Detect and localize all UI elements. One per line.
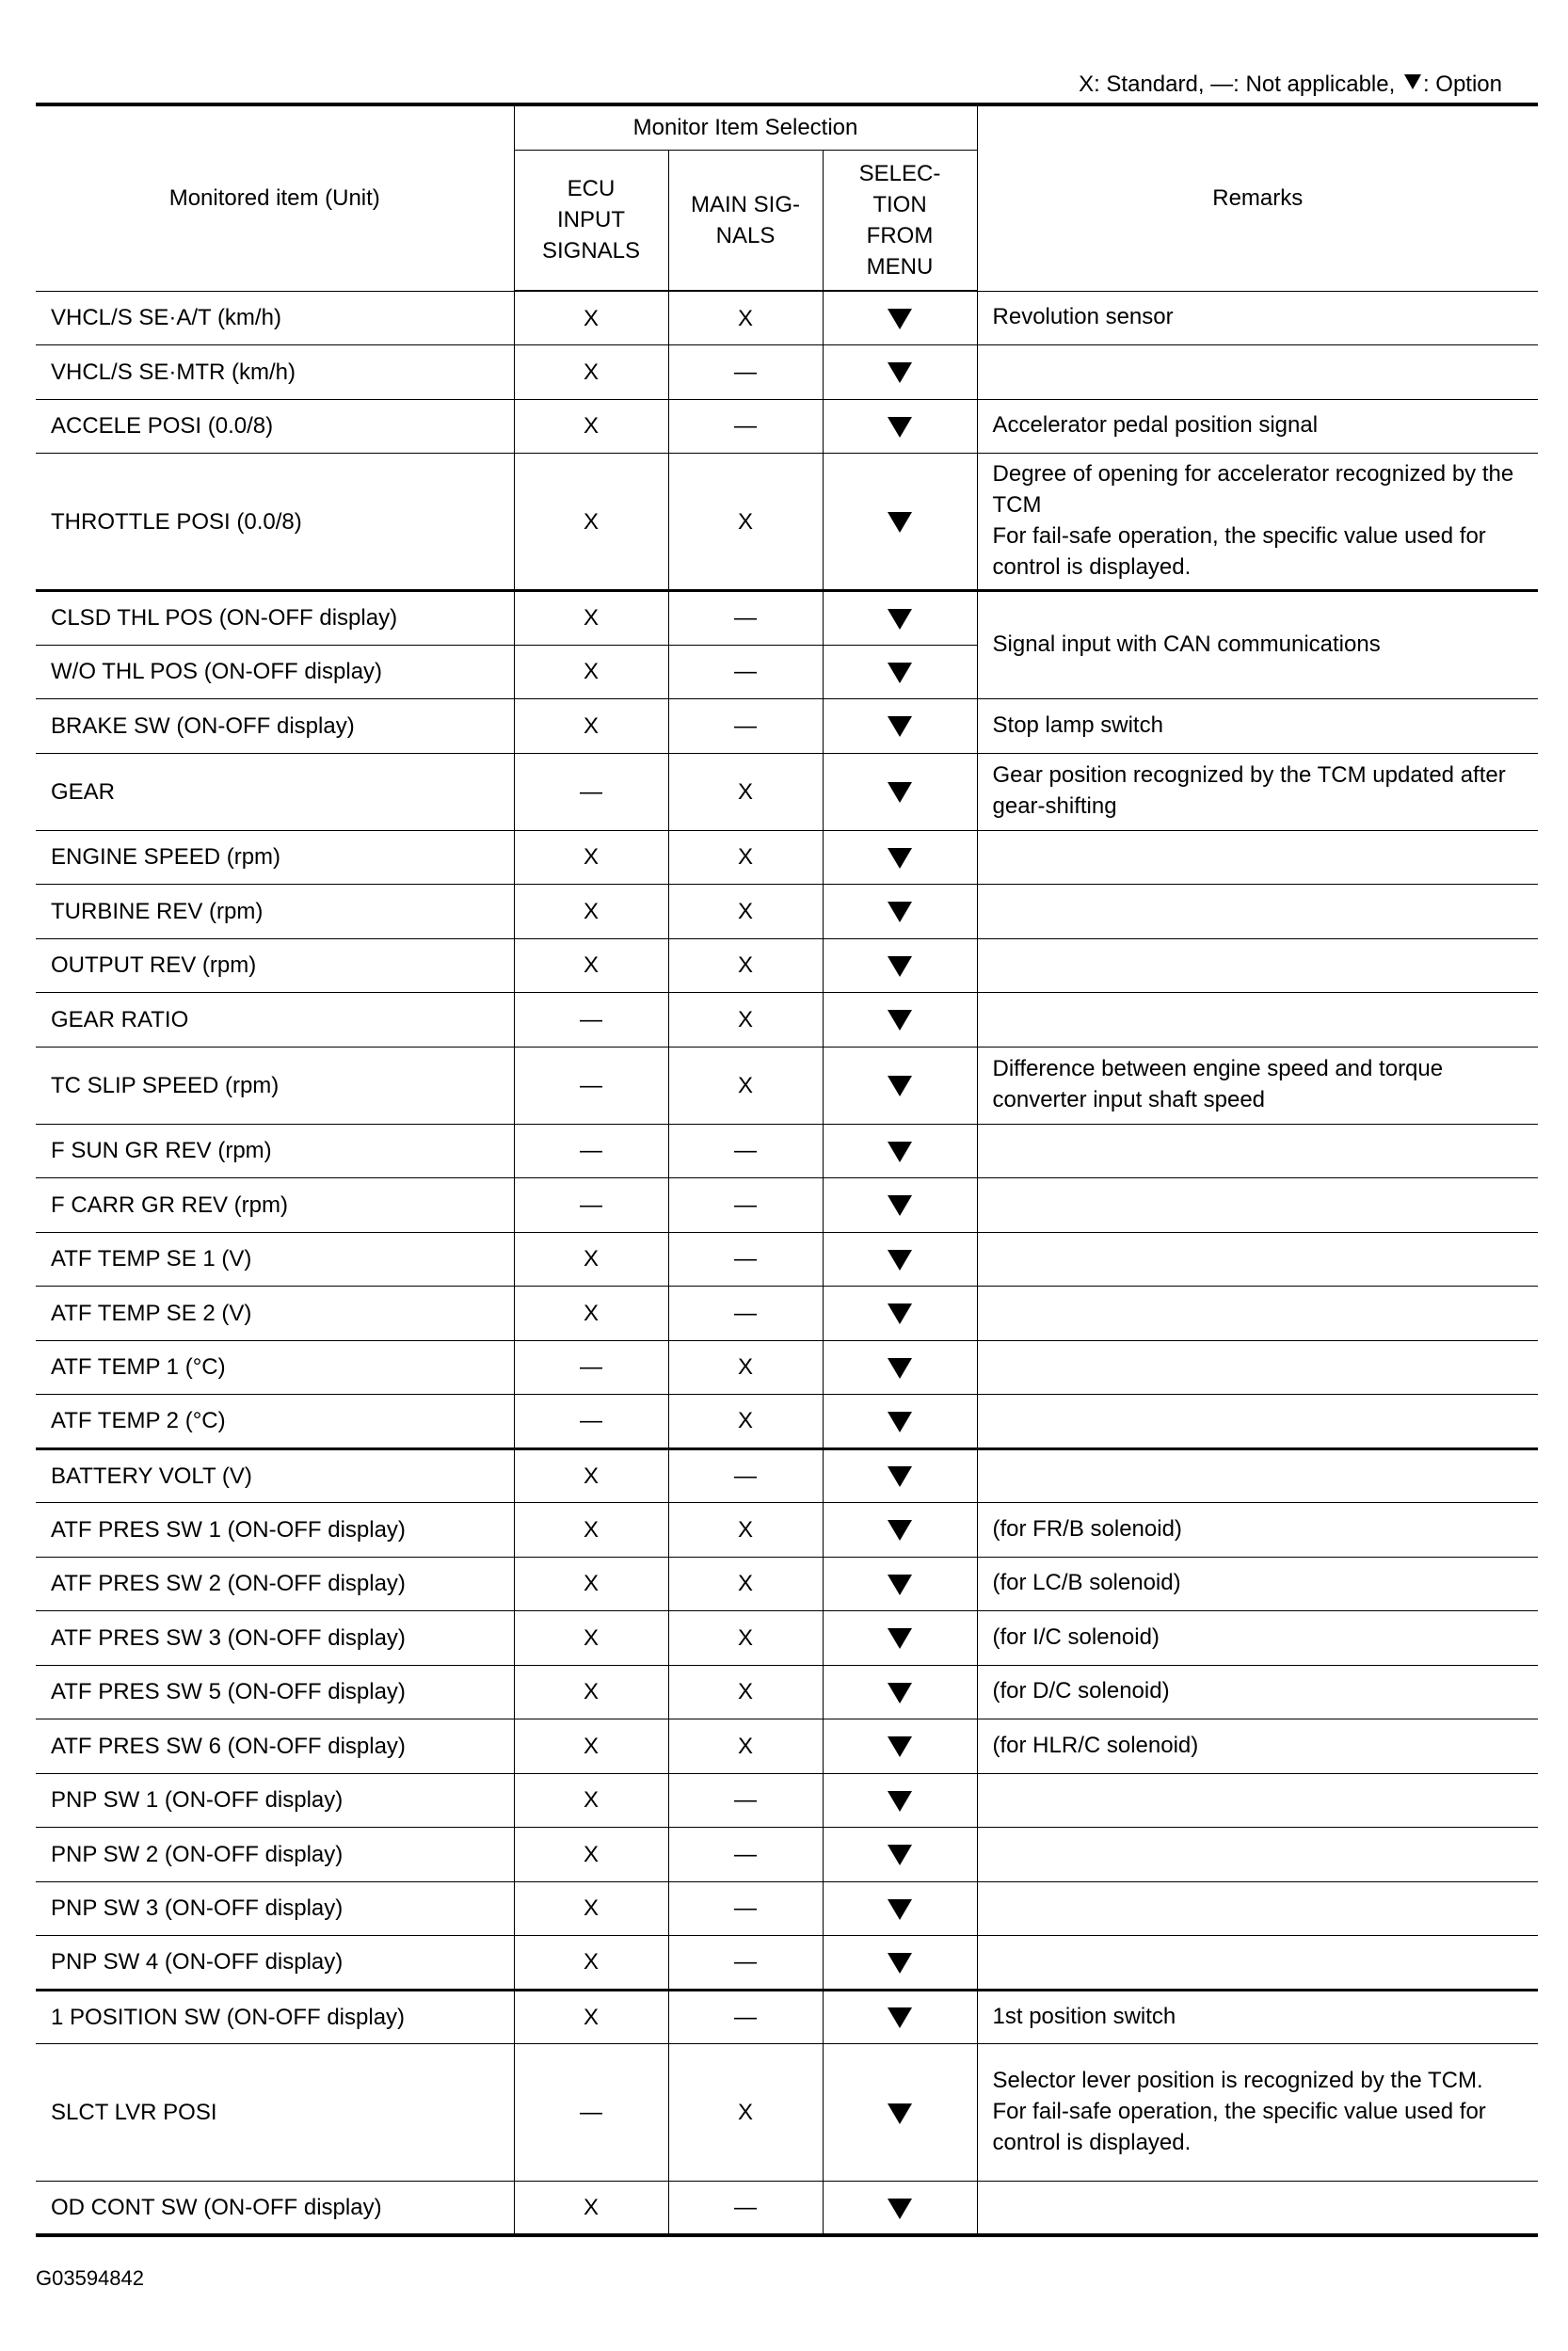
ecu-input-signals-cell: —: [514, 1178, 668, 1233]
main-signals-cell: —: [668, 1124, 823, 1178]
down-triangle-icon: [888, 609, 912, 630]
monitored-item-cell: OUTPUT REV (rpm): [36, 938, 514, 993]
table-row: [36, 1232, 1538, 1287]
down-triangle-icon: [888, 362, 912, 383]
monitored-item-cell: ATF PRES SW 5 (ON-OFF display): [36, 1665, 514, 1719]
remarks-cell: Accelerator pedal position signal: [977, 399, 1538, 454]
main-signals-cell: —: [668, 645, 823, 699]
ecu-input-signals-cell: X: [514, 1287, 668, 1341]
monitored-item-cell: ATF TEMP SE 1 (V): [36, 1232, 514, 1287]
main-signals-cell: X: [668, 1395, 823, 1449]
selection-from-menu-cell: [823, 1178, 977, 1233]
table-row: [36, 1557, 1538, 1611]
header-remarks: Remarks: [977, 104, 1538, 291]
remarks-cell: (for D/C solenoid): [977, 1665, 1538, 1719]
monitored-item-cell: ATF TEMP SE 2 (V): [36, 1287, 514, 1341]
monitored-item-cell: ATF PRES SW 2 (ON-OFF display): [36, 1557, 514, 1611]
ecu-input-signals-cell: X: [514, 2182, 668, 2236]
figure-code: G03594842: [36, 2266, 144, 2290]
legend: [1079, 68, 1502, 102]
monitored-item-cell: GEAR RATIO: [36, 993, 514, 1048]
ecu-input-signals-cell: X: [514, 1719, 668, 1774]
down-triangle-icon: [888, 1010, 912, 1031]
main-signals-cell: X: [668, 830, 823, 885]
down-triangle-icon: [1404, 74, 1421, 89]
down-triangle-icon: [888, 1250, 912, 1271]
down-triangle-icon: [888, 512, 912, 533]
down-triangle-icon: [888, 2007, 912, 2028]
remarks-cell: [977, 2182, 1538, 2236]
remarks-cell: [977, 345, 1538, 400]
monitored-item-cell: ENGINE SPEED (rpm): [36, 830, 514, 885]
selection-from-menu-cell: [823, 454, 977, 591]
selection-from-menu-cell: [823, 1990, 977, 2044]
selection-from-menu-cell: [823, 1287, 977, 1341]
main-signals-cell: —: [668, 1773, 823, 1828]
main-signals-cell: X: [668, 1340, 823, 1395]
ecu-input-signals-cell: X: [514, 645, 668, 699]
monitored-item-cell: OD CONT SW (ON-OFF display): [36, 2182, 514, 2236]
down-triangle-icon: [888, 1953, 912, 1974]
ecu-input-signals-cell: X: [514, 1232, 668, 1287]
down-triangle-icon: [888, 956, 912, 977]
down-triangle-icon: [888, 1076, 912, 1096]
table-row: [36, 1287, 1538, 1341]
remarks-cell: 1st position switch: [977, 1990, 1538, 2044]
down-triangle-icon: [888, 1628, 912, 1649]
table-row: [36, 1178, 1538, 1233]
ecu-input-signals-cell: —: [514, 993, 668, 1048]
monitored-item-cell: PNP SW 1 (ON-OFF display): [36, 1773, 514, 1828]
down-triangle-icon: [888, 1195, 912, 1216]
ecu-input-signals-cell: X: [514, 830, 668, 885]
remarks-cell: [977, 993, 1538, 1048]
remarks-cell: Degree of opening for accelerator recognized by the TCM For fail-safe operation, the specific value used for control is displayed.: [977, 454, 1538, 591]
selection-from-menu-cell: [823, 1881, 977, 1936]
main-signals-cell: —: [668, 1828, 823, 1882]
remarks-cell: [977, 1881, 1538, 1936]
monitor-item-table: [36, 103, 1538, 2237]
main-signals-cell: X: [668, 1611, 823, 1666]
down-triangle-icon: [888, 1683, 912, 1703]
main-signals-cell: X: [668, 1047, 823, 1124]
monitored-item-cell: ATF PRES SW 3 (ON-OFF display): [36, 1611, 514, 1666]
selection-from-menu-cell: [823, 1773, 977, 1828]
main-signals-cell: X: [668, 1719, 823, 1774]
remarks-cell: [977, 830, 1538, 885]
table-row: [36, 591, 1538, 646]
down-triangle-icon: [888, 309, 912, 329]
remarks-cell: (for HLR/C solenoid): [977, 1719, 1538, 1774]
main-signals-cell: X: [668, 753, 823, 830]
table-row: [36, 699, 1538, 754]
selection-from-menu-cell: [823, 1936, 977, 1991]
table-row: [36, 345, 1538, 400]
down-triangle-icon: [888, 663, 912, 683]
table-row: [36, 291, 1538, 345]
monitored-item-cell: 1 POSITION SW (ON-OFF display): [36, 1990, 514, 2044]
selection-from-menu-cell: [823, 1124, 977, 1178]
selection-from-menu-cell: [823, 1395, 977, 1449]
selection-from-menu-cell: [823, 1047, 977, 1124]
monitored-item-cell: VHCL/S SE·A/T (km/h): [36, 291, 514, 345]
table-row: [36, 1503, 1538, 1558]
table-body: [36, 291, 1538, 2235]
ecu-input-signals-cell: X: [514, 1990, 668, 2044]
monitored-item-cell: ATF PRES SW 1 (ON-OFF display): [36, 1503, 514, 1558]
remarks-cell: Gear position recognized by the TCM updated after gear-shifting: [977, 753, 1538, 830]
legend-standard: X: Standard,: [1079, 72, 1211, 97]
header-ecu-input-signals: ECU INPUT SIGNALS: [514, 150, 668, 291]
monitored-item-cell: F SUN GR REV (rpm): [36, 1124, 514, 1178]
table-row: [36, 753, 1538, 830]
ecu-input-signals-cell: X: [514, 454, 668, 591]
remarks-cell: Signal input with CAN communications: [977, 591, 1538, 699]
remarks-cell: [977, 885, 1538, 939]
selection-from-menu-cell: [823, 291, 977, 345]
monitored-item-cell: GEAR: [36, 753, 514, 830]
selection-from-menu-cell: [823, 699, 977, 754]
ecu-input-signals-cell: —: [514, 2044, 668, 2182]
selection-from-menu-cell: [823, 399, 977, 454]
ecu-input-signals-cell: X: [514, 1936, 668, 1991]
ecu-input-signals-cell: X: [514, 1773, 668, 1828]
down-triangle-icon: [888, 1412, 912, 1432]
selection-from-menu-cell: [823, 938, 977, 993]
main-signals-cell: X: [668, 2044, 823, 2182]
ecu-input-signals-cell: X: [514, 1557, 668, 1611]
remarks-cell: [977, 938, 1538, 993]
main-signals-cell: —: [668, 399, 823, 454]
remarks-cell: (for I/C solenoid): [977, 1611, 1538, 1666]
down-triangle-icon: [888, 1466, 912, 1487]
remarks-cell: [977, 1773, 1538, 1828]
ecu-input-signals-cell: X: [514, 885, 668, 939]
ecu-input-signals-cell: X: [514, 291, 668, 345]
ecu-input-signals-cell: X: [514, 1448, 668, 1503]
remarks-cell: (for LC/B solenoid): [977, 1557, 1538, 1611]
ecu-input-signals-cell: —: [514, 1047, 668, 1124]
selection-from-menu-cell: [823, 591, 977, 646]
down-triangle-icon: [888, 1899, 912, 1920]
table-row: [36, 830, 1538, 885]
ecu-input-signals-cell: X: [514, 1828, 668, 1882]
table-row: [36, 1340, 1538, 1395]
remarks-cell: [977, 1340, 1538, 1395]
table-row: [36, 2182, 1538, 2236]
selection-from-menu-cell: [823, 1611, 977, 1666]
table-row: [36, 1124, 1538, 1178]
remarks-cell: Selector lever position is recognized by the TCM. For fail-safe operation, the specific value used for control is displayed.: [977, 2044, 1538, 2182]
main-signals-cell: —: [668, 1232, 823, 1287]
down-triangle-icon: [888, 716, 912, 737]
main-signals-cell: —: [668, 345, 823, 400]
selection-from-menu-cell: [823, 1448, 977, 1503]
down-triangle-icon: [888, 1791, 912, 1812]
main-signals-cell: X: [668, 993, 823, 1048]
table-header: [36, 104, 1538, 291]
table-row: [36, 1611, 1538, 1666]
selection-from-menu-cell: [823, 1665, 977, 1719]
ecu-input-signals-cell: X: [514, 1881, 668, 1936]
down-triangle-icon: [888, 848, 912, 869]
remarks-cell: [977, 1287, 1538, 1341]
table-row: [36, 1448, 1538, 1503]
remarks-cell: [977, 1395, 1538, 1449]
down-triangle-icon: [888, 1845, 912, 1865]
table-row: [36, 1773, 1538, 1828]
main-signals-cell: —: [668, 1881, 823, 1936]
down-triangle-icon: [888, 1142, 912, 1162]
header-monitored-item: Monitored item (Unit): [36, 104, 514, 291]
main-signals-cell: —: [668, 1178, 823, 1233]
remarks-cell: (for FR/B solenoid): [977, 1503, 1538, 1558]
monitored-item-cell: PNP SW 3 (ON-OFF display): [36, 1881, 514, 1936]
main-signals-cell: —: [668, 2182, 823, 2236]
main-signals-cell: X: [668, 1503, 823, 1558]
down-triangle-icon: [888, 417, 912, 438]
down-triangle-icon: [888, 1520, 912, 1541]
main-signals-cell: —: [668, 699, 823, 754]
monitored-item-cell: BRAKE SW (ON-OFF display): [36, 699, 514, 754]
monitored-item-cell: ACCELE POSI (0.0/8): [36, 399, 514, 454]
main-signals-cell: X: [668, 1557, 823, 1611]
remarks-cell: [977, 1448, 1538, 1503]
monitored-item-cell: ATF TEMP 1 (°C): [36, 1340, 514, 1395]
monitored-item-cell: PNP SW 4 (ON-OFF display): [36, 1936, 514, 1991]
monitored-item-cell: TC SLIP SPEED (rpm): [36, 1047, 514, 1124]
monitored-item-cell: SLCT LVR POSI: [36, 2044, 514, 2182]
ecu-input-signals-cell: X: [514, 699, 668, 754]
remarks-cell: [977, 1936, 1538, 1991]
selection-from-menu-cell: [823, 993, 977, 1048]
down-triangle-icon: [888, 782, 912, 803]
selection-from-menu-cell: [823, 1557, 977, 1611]
monitored-item-cell: VHCL/S SE·MTR (km/h): [36, 345, 514, 400]
monitored-item-cell: THROTTLE POSI (0.0/8): [36, 454, 514, 591]
table-row: [36, 885, 1538, 939]
table-row: [36, 1881, 1538, 1936]
main-signals-cell: X: [668, 1665, 823, 1719]
ecu-input-signals-cell: X: [514, 1611, 668, 1666]
down-triangle-icon: [888, 1303, 912, 1324]
legend-option: : Option: [1422, 72, 1502, 97]
down-triangle-icon: [888, 2103, 912, 2124]
main-signals-cell: X: [668, 454, 823, 591]
remarks-cell: [977, 1828, 1538, 1882]
ecu-input-signals-cell: X: [514, 1665, 668, 1719]
table-row: [36, 1047, 1538, 1124]
table-row: [36, 2044, 1538, 2182]
selection-from-menu-cell: [823, 753, 977, 830]
selection-from-menu-cell: [823, 1503, 977, 1558]
table-row: [36, 1665, 1538, 1719]
ecu-input-signals-cell: —: [514, 753, 668, 830]
header-selection-from-menu: SELEC- TION FROM MENU: [823, 150, 977, 291]
selection-from-menu-cell: [823, 830, 977, 885]
table-row: [36, 1990, 1538, 2044]
down-triangle-icon: [888, 1736, 912, 1757]
selection-from-menu-cell: [823, 645, 977, 699]
main-signals-cell: X: [668, 291, 823, 345]
ecu-input-signals-cell: —: [514, 1340, 668, 1395]
header-main-signals: MAIN SIG- NALS: [668, 150, 823, 291]
main-signals-cell: —: [668, 1287, 823, 1341]
monitored-item-cell: ATF PRES SW 6 (ON-OFF display): [36, 1719, 514, 1774]
ecu-input-signals-cell: X: [514, 591, 668, 646]
table-row: [36, 454, 1538, 591]
main-signals-cell: X: [668, 885, 823, 939]
ecu-input-signals-cell: —: [514, 1124, 668, 1178]
monitored-item-cell: PNP SW 2 (ON-OFF display): [36, 1828, 514, 1882]
selection-from-menu-cell: [823, 345, 977, 400]
monitored-item-cell: ATF TEMP 2 (°C): [36, 1395, 514, 1449]
monitored-item-cell: CLSD THL POS (ON-OFF display): [36, 591, 514, 646]
selection-from-menu-cell: [823, 2182, 977, 2236]
selection-from-menu-cell: [823, 1719, 977, 1774]
remarks-cell: [977, 1178, 1538, 1233]
monitored-item-cell: TURBINE REV (rpm): [36, 885, 514, 939]
remarks-cell: Revolution sensor: [977, 291, 1538, 345]
ecu-input-signals-cell: —: [514, 1395, 668, 1449]
selection-from-menu-cell: [823, 1232, 977, 1287]
header-monitor-item-selection: Monitor Item Selection: [514, 104, 977, 150]
selection-from-menu-cell: [823, 885, 977, 939]
table-row: [36, 1936, 1538, 1991]
main-signals-cell: X: [668, 938, 823, 993]
table-row: [36, 1395, 1538, 1449]
main-signals-cell: —: [668, 1448, 823, 1503]
table-row: [36, 399, 1538, 454]
main-signals-cell: —: [668, 1990, 823, 2044]
ecu-input-signals-cell: X: [514, 399, 668, 454]
selection-from-menu-cell: [823, 1340, 977, 1395]
ecu-input-signals-cell: X: [514, 938, 668, 993]
down-triangle-icon: [888, 2199, 912, 2219]
monitored-item-cell: F CARR GR REV (rpm): [36, 1178, 514, 1233]
remarks-cell: Stop lamp switch: [977, 699, 1538, 754]
monitored-item-cell: W/O THL POS (ON-OFF display): [36, 645, 514, 699]
down-triangle-icon: [888, 1358, 912, 1379]
table-row: [36, 1828, 1538, 1882]
main-signals-cell: —: [668, 1936, 823, 1991]
monitored-item-cell: BATTERY VOLT (V): [36, 1448, 514, 1503]
down-triangle-icon: [888, 902, 912, 922]
main-signals-cell: —: [668, 591, 823, 646]
selection-from-menu-cell: [823, 1828, 977, 1882]
table-row: [36, 1719, 1538, 1774]
remarks-cell: Difference between engine speed and torque converter input shaft speed: [977, 1047, 1538, 1124]
table-row: [36, 993, 1538, 1048]
table-row: [36, 938, 1538, 993]
remarks-cell: [977, 1124, 1538, 1178]
ecu-input-signals-cell: X: [514, 1503, 668, 1558]
selection-from-menu-cell: [823, 2044, 977, 2182]
remarks-cell: [977, 1232, 1538, 1287]
legend-not-applicable: —: Not applicable,: [1210, 72, 1401, 97]
down-triangle-icon: [888, 1575, 912, 1595]
ecu-input-signals-cell: X: [514, 345, 668, 400]
